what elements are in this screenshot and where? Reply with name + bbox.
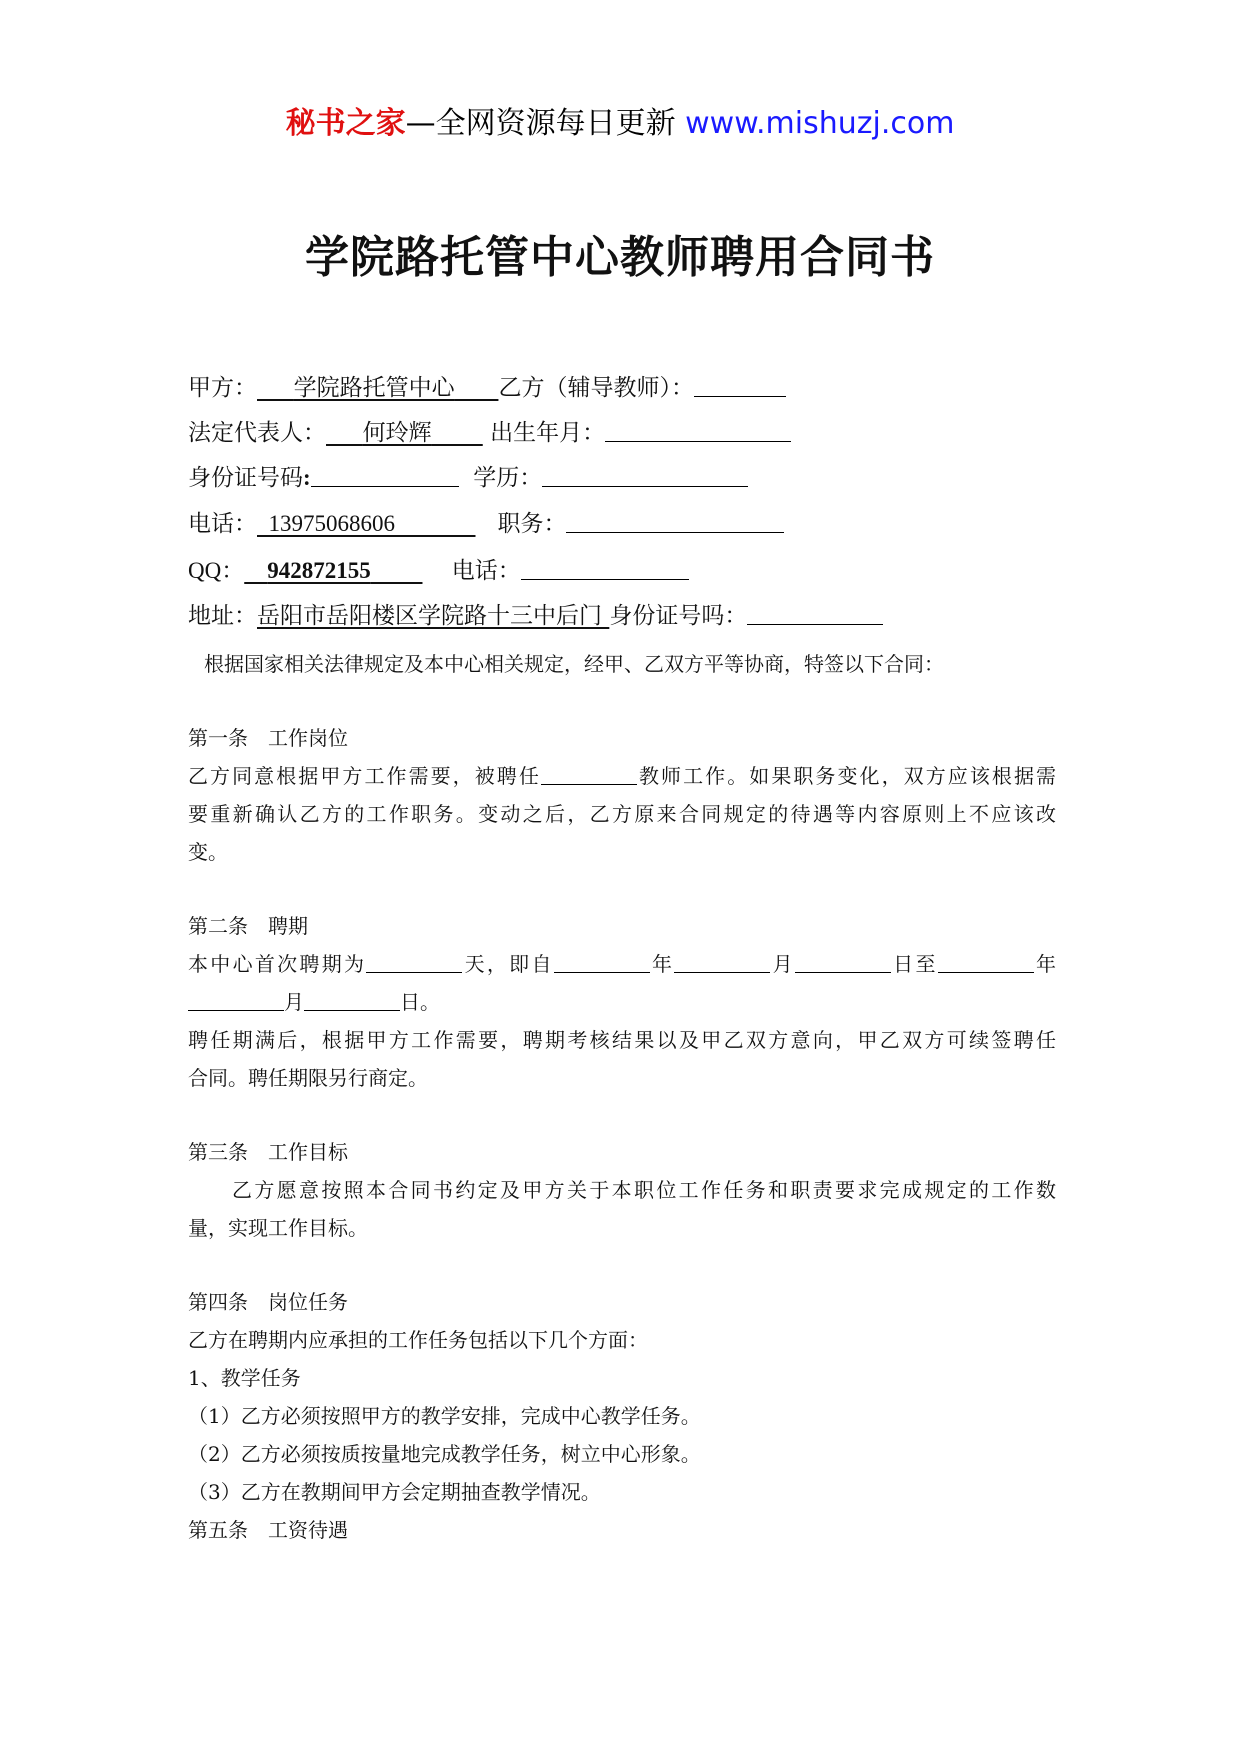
- article2-heading: 第二条 聘期: [188, 914, 308, 938]
- article4-heading: 第四条 岗位任务: [188, 1290, 348, 1314]
- field-row-phone: [188, 508, 784, 540]
- id2-blank: [747, 600, 883, 625]
- address-label: 地址：: [188, 603, 257, 629]
- article1-line1: 乙方同意根据甲方工作需要，被聘任 教师工作。如果职务变化，双方应该根据需: [188, 757, 1056, 795]
- brand-name: 秘书之家: [285, 106, 406, 141]
- legal-rep-label: 法定代表人：: [188, 420, 326, 446]
- document-title: 学院路托管中心教师聘用合同书: [305, 232, 935, 283]
- legal-rep-value: 何玲辉: [362, 420, 432, 446]
- article4-subheading: 1、教学任务: [188, 1366, 301, 1390]
- phone-label: 电话：: [188, 511, 257, 537]
- id-blank: [311, 462, 459, 487]
- education-blank: [542, 462, 748, 487]
- birth-label: 出生年月：: [490, 420, 606, 446]
- field-row-parties: [188, 372, 786, 404]
- article2-line4: 合同。聘任期限另行商定。: [188, 1066, 428, 1090]
- site-url-link[interactable]: www.mishuzj.com: [685, 106, 955, 141]
- id-colon: :: [303, 465, 311, 490]
- article2-term-line2: 月 日。: [188, 983, 1056, 1021]
- article1-line2: 要重新确认乙方的工作职务。变动之后，乙方原来合同规定的待遇等内容原则上不应该改: [188, 802, 1056, 826]
- address-value: 岳阳市岳阳楼区学院路十三中后门: [257, 603, 602, 629]
- phone2-blank: [521, 555, 689, 580]
- party-a-label: 甲方：: [188, 375, 257, 401]
- field-row-legal-rep: [188, 417, 791, 449]
- field-row-address: [188, 600, 883, 632]
- qq-value: 942872155: [267, 558, 371, 583]
- intro-paragraph: 根据国家相关法律规定及本中心相关规定，经甲、乙双方平等协商，特签以下合同：: [204, 652, 944, 676]
- article2-line3: 聘任期满后，根据甲方工作需要，聘期考核结果以及甲乙双方意向，甲乙双方可续签聘任: [188, 1028, 1056, 1052]
- banner-tagline: —全网资源每日更新: [405, 106, 686, 141]
- qq-label: QQ：: [188, 558, 245, 583]
- article1-line3: 变。: [188, 840, 228, 864]
- field-row-id: [188, 462, 748, 494]
- party-b-blank: [694, 372, 786, 397]
- contract-body: [188, 645, 1056, 1549]
- article4-intro: 乙方在聘期内应承担的工作任务包括以下几个方面：: [188, 1328, 648, 1352]
- article3-line2: 量，实现工作目标。: [188, 1216, 368, 1240]
- position-label: 职务：: [497, 511, 567, 537]
- id-label: 身份证号码: [188, 465, 303, 491]
- phone2-label: 电话：: [451, 558, 521, 584]
- party-a-value: 学院路托管中心: [293, 375, 455, 401]
- article4-item: （2）乙方必须按质按量地完成教学任务，树立中心形象。: [188, 1442, 701, 1466]
- article1-position-blank: [541, 760, 637, 785]
- party-b-label: 乙方（辅导教师）：: [498, 375, 694, 401]
- article4-item: （1）乙方必须按照甲方的教学安排，完成中心教学任务。: [188, 1404, 701, 1428]
- id2-label: 身份证号吗：: [609, 603, 748, 629]
- field-row-qq: [188, 555, 689, 587]
- position-blank: [566, 508, 784, 533]
- article3-heading: 第三条 工作目标: [188, 1140, 348, 1164]
- article3-line1: 乙方愿意按照本合同书约定及甲方关于本职位工作任务和职责要求完成规定的工作数: [232, 1178, 1056, 1202]
- site-banner: [0, 104, 1240, 144]
- article4-item: （3）乙方在教期间甲方会定期抽查教学情况。: [188, 1480, 601, 1504]
- article5-heading: 第五条 工资待遇: [188, 1518, 348, 1542]
- article1-heading: 第一条 工作岗位: [188, 726, 348, 750]
- education-label: 学历：: [473, 465, 543, 491]
- birth-blank: [605, 417, 791, 442]
- phone-value: 13975068606: [268, 511, 395, 536]
- article2-term-line1: 本中心首次聘期为 天，即自 年 月 日至 年: [188, 945, 1056, 983]
